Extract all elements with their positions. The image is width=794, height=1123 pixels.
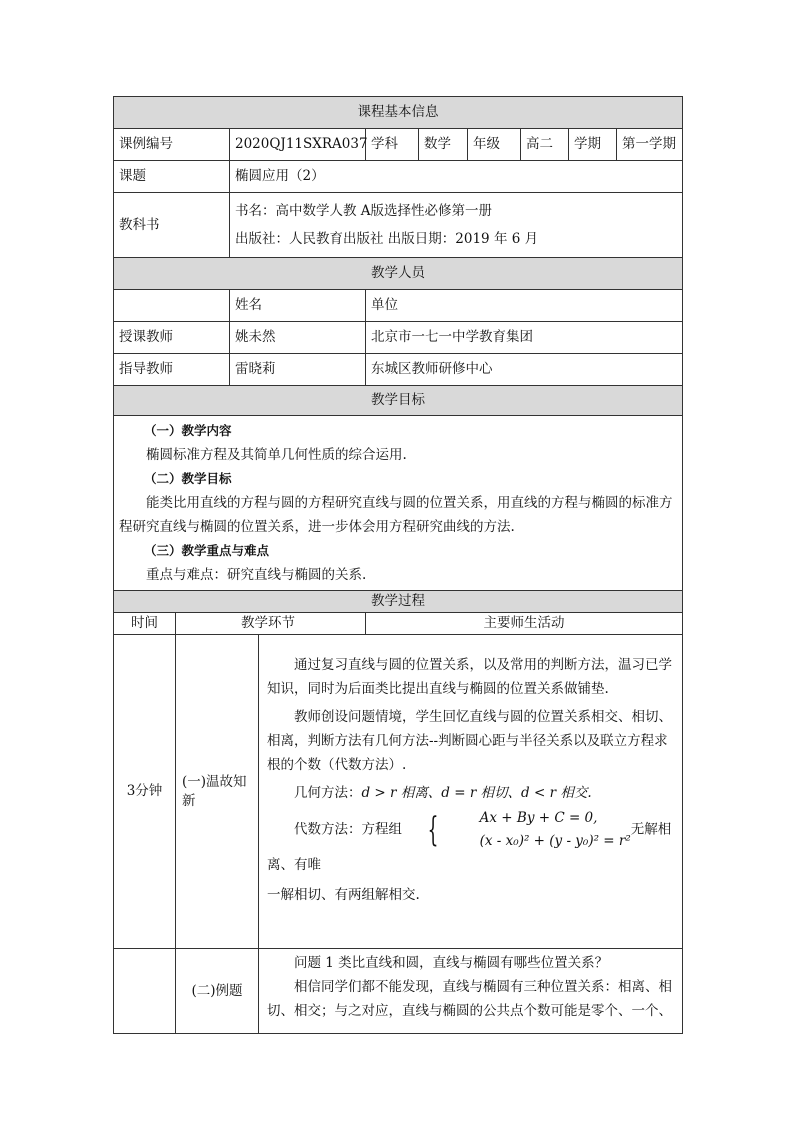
process-row1-activity [259,635,682,948]
geometric-method: 几何方法：d > r 相离、d = r 相切、d < r 相交. [294,785,592,801]
section-basic-info: 课程基本信息 [114,97,683,129]
staff-role: 授课教师 [114,322,230,354]
goals-content [114,416,683,591]
activity-paragraph: 相信同学们都不能发现，直线与椭圆有三种位置关系：相离、相切、相交；与之对应，直线与椭圆的公共点个数可能是零个、一个、 [267,979,672,1019]
staff-unit: 东城区教师研修中心 [366,354,683,386]
course-id-label: 课例编号 [114,129,230,161]
goals-heading-objectives: （二）教学目标 [144,471,232,486]
goals-heading-keypoints: （三）教学重点与难点 [144,543,270,558]
section-goals: 教学目标 [114,386,683,416]
textbook-title: 书名：高中数学人教 A版选择性必修第一册 [235,203,493,219]
staff-unit: 北京市一七一中学教育集团 [366,322,683,354]
section-staff: 教学人员 [114,258,683,290]
staff-name-header: 姓名 [230,290,366,322]
staff-role: 指导教师 [114,354,230,386]
question-1: 问题 1 类比直线和圆，直线与椭圆有哪些位置关系？ [294,955,609,971]
course-id: 2020QJ11SXRA037 [230,129,366,161]
grade-label: 年级 [468,129,521,161]
goals-keypoints-text: 重点与难点：研究直线与椭圆的关系. [146,567,367,583]
activity-paragraph: 通过复习直线与圆的位置关系，以及常用的判断方法，温习已学知识，同时为后面类比提出直线与椭圆的位置关系做铺垫. [267,657,672,697]
staff-unit-header: 单位 [366,290,683,322]
goals-content-text: 椭圆标准方程及其简单几何性质的综合运用. [146,447,407,463]
subject-label: 学科 [366,129,419,161]
algebraic-method: 代数方法：方程组 { Ax + By + C = 0, (x - x₀)² + (y - y₀)² = r² 无解相离、有唯 [267,807,676,877]
activity-paragraph: 一解相切、有两组解相交. [267,886,420,903]
process-row2-activity [259,949,682,1033]
staff-name: 雷晓莉 [230,354,366,386]
lesson-plan-table [113,96,682,1034]
term-label: 学期 [569,129,617,161]
process-row1-time: 3分钟 [114,635,176,949]
process-col-stage: 教学环节 [176,613,366,635]
equation-circle: (x - x₀)² + (y - y₀)² = r² [479,832,631,849]
textbook-publisher: 出版社：人民教育出版社 出版日期：2019 年 6 月 [235,231,539,247]
equation-line: Ax + By + C = 0, [479,810,598,826]
process-row1-stage: (一)温故知新 [176,635,259,948]
topic-label: 课题 [114,161,230,193]
subject-value: 数学 [419,129,468,161]
section-process: 教学过程 [114,591,683,613]
process-row2-stage: (二)例题 [176,949,259,1033]
topic-value: 椭圆应用（2） [230,161,683,193]
activity-paragraph: 教师创设问题情境，学生回忆直线与圆的位置关系相交、相切、相离，判断方法有几何方法--判断圆心距与半径关系以及联立方程求根的个数（代数方法）. [267,709,672,773]
textbook-label: 教科书 [114,193,230,258]
goals-heading-content: （一）教学内容 [144,423,232,438]
grade-value: 高二 [521,129,569,161]
term-value: 第一学期 [617,129,683,161]
process-col-time: 时间 [114,613,176,635]
process-row2-time [114,949,176,1034]
goals-objectives-text: 能类比用直线的方程与圆的方程研究直线与圆的位置关系，用直线的方程与椭圆的标准方程研究直线与椭圆的位置关系，进一步体会用方程研究曲线的方法. [119,495,673,535]
process-col-activity: 主要师生活动 [366,613,683,635]
staff-name: 姚未然 [230,322,366,354]
